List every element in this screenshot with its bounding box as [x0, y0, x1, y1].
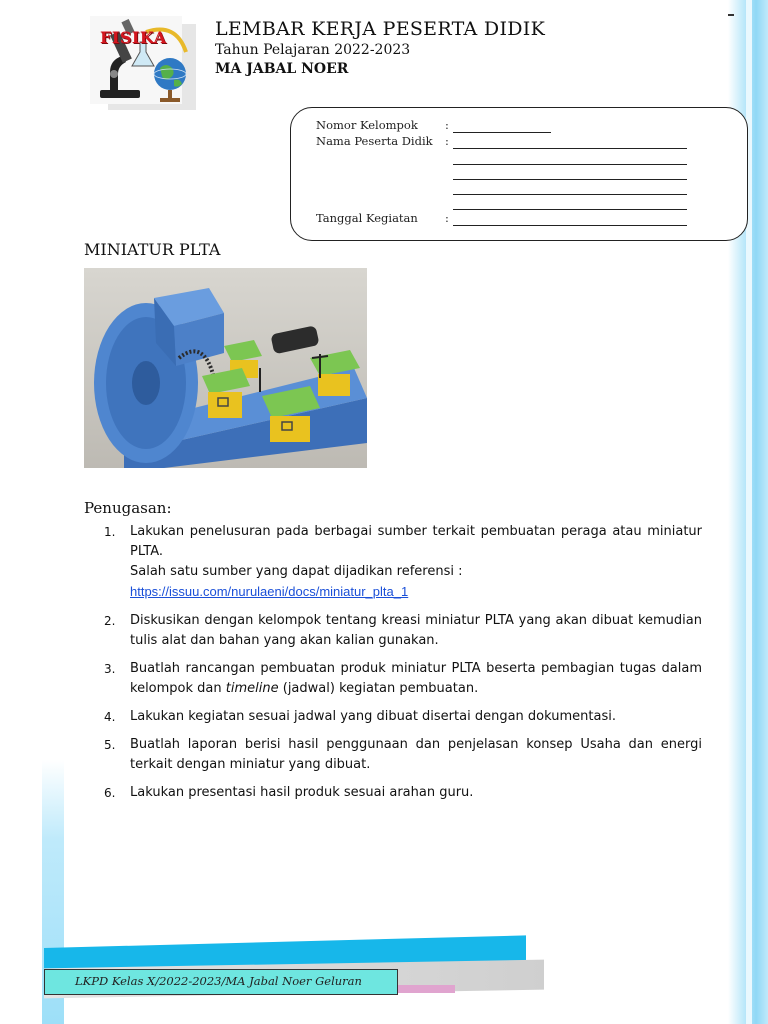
plta-miniature-photo	[84, 268, 367, 468]
reference-label: Salah satu sumber yang dapat dijadikan referensi :	[130, 564, 463, 579]
item-number: 4.	[104, 710, 116, 724]
group-number-label: Nomor Kelompok	[316, 118, 418, 132]
plta-miniature-image	[84, 268, 367, 468]
school-name: MA JABAL NOER	[215, 61, 349, 77]
list-item	[104, 735, 702, 775]
group-number-colon: :	[445, 118, 449, 132]
list-item	[104, 522, 702, 603]
student-names-label: Nama Peserta Didik	[316, 134, 433, 148]
item-text: Lakukan kegiatan sesuai jadwal yang dibuat disertai dengan dokumentasi.	[130, 709, 616, 724]
item-text: Lakukan presentasi hasil produk sesuai arahan guru.	[130, 785, 474, 800]
footer-text: LKPD Kelas X/2022-2023/MA Jabal Noer Geluran	[75, 974, 362, 988]
activity-date-label: Tanggal Kegiatan	[316, 211, 418, 225]
student-name-field-2[interactable]	[453, 164, 687, 165]
corner-mark	[728, 14, 734, 16]
item-text-end: (jadwal) kegiatan pembuatan.	[282, 681, 479, 696]
student-name-field-5[interactable]	[453, 209, 687, 210]
list-item	[104, 783, 702, 803]
list-item	[104, 659, 702, 699]
activity-date-field[interactable]	[453, 225, 687, 226]
item-number: 5.	[104, 738, 116, 752]
item-number: 2.	[104, 614, 116, 628]
reference-link[interactable]: https://issuu.com/nurulaeni/docs/miniatur_plta_1	[130, 584, 409, 599]
student-name-field-1[interactable]	[453, 148, 687, 149]
student-names-colon: :	[445, 134, 449, 148]
item-text: Lakukan penelusuran pada berbagai sumber terkait pembuatan peraga atau miniatur PLTA.	[130, 524, 702, 559]
assignment-heading: Penugasan:	[84, 499, 172, 517]
item-number: 1.	[104, 525, 116, 539]
activity-date-colon: :	[445, 211, 449, 225]
item-text: Diskusikan dengan kelompok tentang kreasi miniatur PLTA yang akan dibuat kemudian tulis alat dan bahan yang akan kalian gunakan.	[130, 613, 702, 648]
student-name-field-3[interactable]	[453, 179, 687, 180]
section-title: MINIATUR PLTA	[84, 240, 221, 259]
list-item	[104, 611, 702, 651]
item-italic-term: timeline	[225, 681, 279, 696]
group-number-field[interactable]	[453, 132, 551, 133]
item-number: 3.	[104, 662, 116, 676]
page-title: LEMBAR KERJA PESERTA DIDIK	[215, 18, 546, 40]
student-info-box	[290, 107, 748, 241]
item-number: 6.	[104, 786, 116, 800]
list-item	[104, 707, 702, 727]
microscope-globe-icon	[86, 12, 198, 112]
logo-text: FISIKA	[100, 28, 167, 47]
student-name-field-4[interactable]	[453, 194, 687, 195]
item-text: Buatlah laporan berisi hasil penggunaan dan penjelasan konsep Usaha dan energi terkait dengan miniatur yang dibuat.	[130, 737, 702, 772]
assignment-list	[104, 522, 702, 811]
item-text: Buatlah rancangan pembuatan produk miniatur PLTA beserta pembagian tugas dalam kelompok dan	[130, 661, 702, 696]
footer-pink-accent	[395, 985, 455, 993]
school-year: Tahun Pelajaran 2022-2023	[215, 42, 411, 58]
physics-logo	[86, 12, 198, 112]
